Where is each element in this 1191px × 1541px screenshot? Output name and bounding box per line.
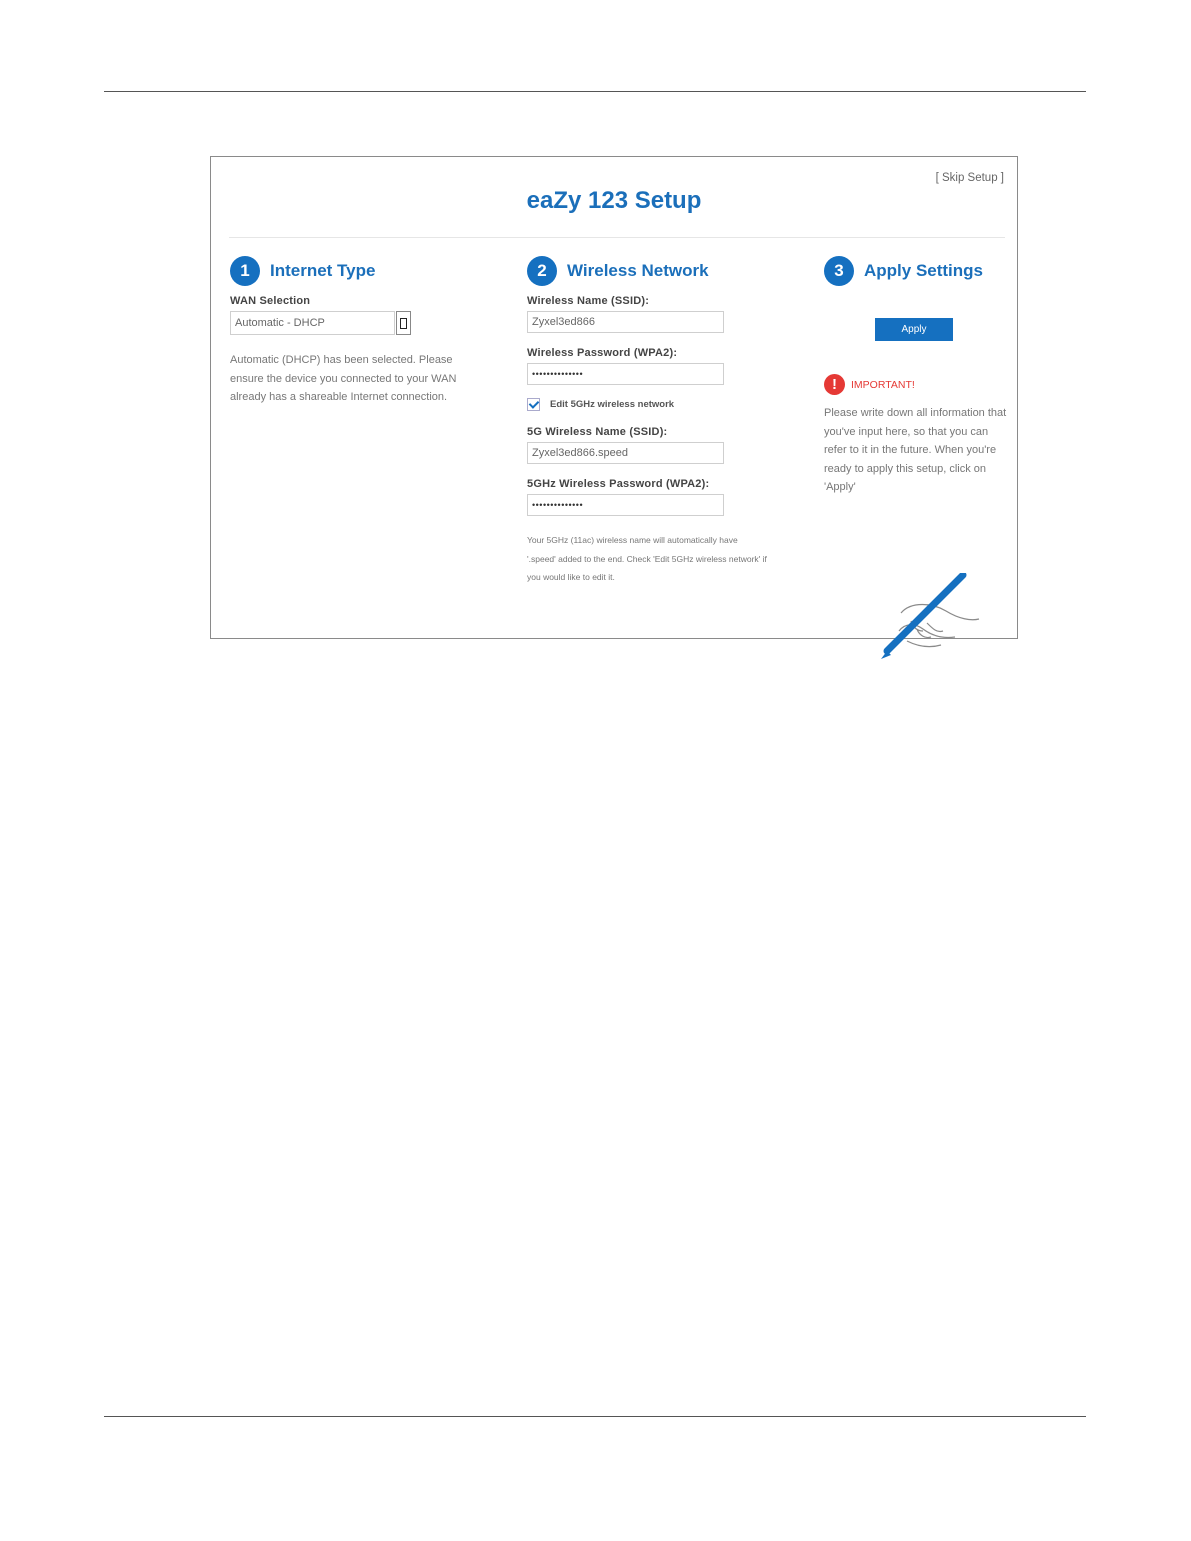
important-label: IMPORTANT! (851, 378, 915, 391)
ssid-input[interactable]: Zyxel3ed866 (527, 311, 724, 333)
edit-5ghz-row (527, 398, 767, 411)
important-row (824, 374, 1009, 395)
wan-selection-label: WAN Selection (230, 295, 311, 307)
page-bottom-rule (104, 1416, 1086, 1417)
wan-description: Automatic (DHCP) has been selected. Please ensure the device you connected to your WAN already has a shareable Internet connection. (230, 354, 457, 403)
header-divider (229, 237, 1005, 238)
step-internet-type (230, 255, 470, 407)
skip-setup-link[interactable]: [ Skip Setup ] (935, 172, 1004, 184)
page-title: eaZy 123 Setup (526, 187, 702, 214)
step-apply-settings (824, 255, 1009, 497)
step-wireless-network (527, 255, 767, 587)
ssid-5g-label: 5G Wireless Name (SSID): (527, 426, 668, 438)
step-title: Apply Settings (864, 261, 984, 280)
step-number-badge: 3 (824, 256, 854, 286)
page-top-rule (104, 91, 1086, 92)
wan-selection-select[interactable] (230, 311, 411, 335)
warning-icon: ! (824, 374, 845, 395)
step-header (527, 255, 767, 287)
setup-panel (210, 156, 1018, 639)
step-title: Wireless Network (567, 261, 709, 280)
dropdown-button-icon[interactable] (396, 311, 411, 335)
edit-5ghz-checkbox[interactable] (527, 398, 540, 411)
edit-5ghz-label: Edit 5GHz wireless network (550, 399, 675, 410)
wan-selection-value[interactable]: Automatic - DHCP (230, 311, 395, 335)
step-number-badge: 1 (230, 256, 260, 286)
password-5g-label: 5GHz Wireless Password (WPA2): (527, 478, 710, 490)
ssid-5g-input[interactable]: Zyxel3ed866.speed (527, 442, 724, 464)
step-header (230, 255, 470, 287)
5ghz-note: Your 5GHz (11ac) wireless name will automatically have '.speed' added to the end. Check 'Edit 5GHz wireless network' if you would like to edit it. (527, 535, 767, 582)
important-description: Please write down all information that you've input here, so that you can refer to it in the future. When you're ready to apply this setup, click on 'Apply' (824, 407, 1007, 493)
password-label: Wireless Password (WPA2): (527, 347, 678, 359)
hand-writing-pen-icon (871, 573, 981, 663)
apply-button[interactable]: Apply (875, 318, 953, 341)
password-5g-input[interactable]: •••••••••••••• (527, 494, 724, 516)
step-title: Internet Type (270, 261, 376, 280)
ssid-label: Wireless Name (SSID): (527, 295, 650, 307)
step-number-badge: 2 (527, 256, 557, 286)
step-header (824, 255, 1009, 287)
password-input[interactable]: •••••••••••••• (527, 363, 724, 385)
